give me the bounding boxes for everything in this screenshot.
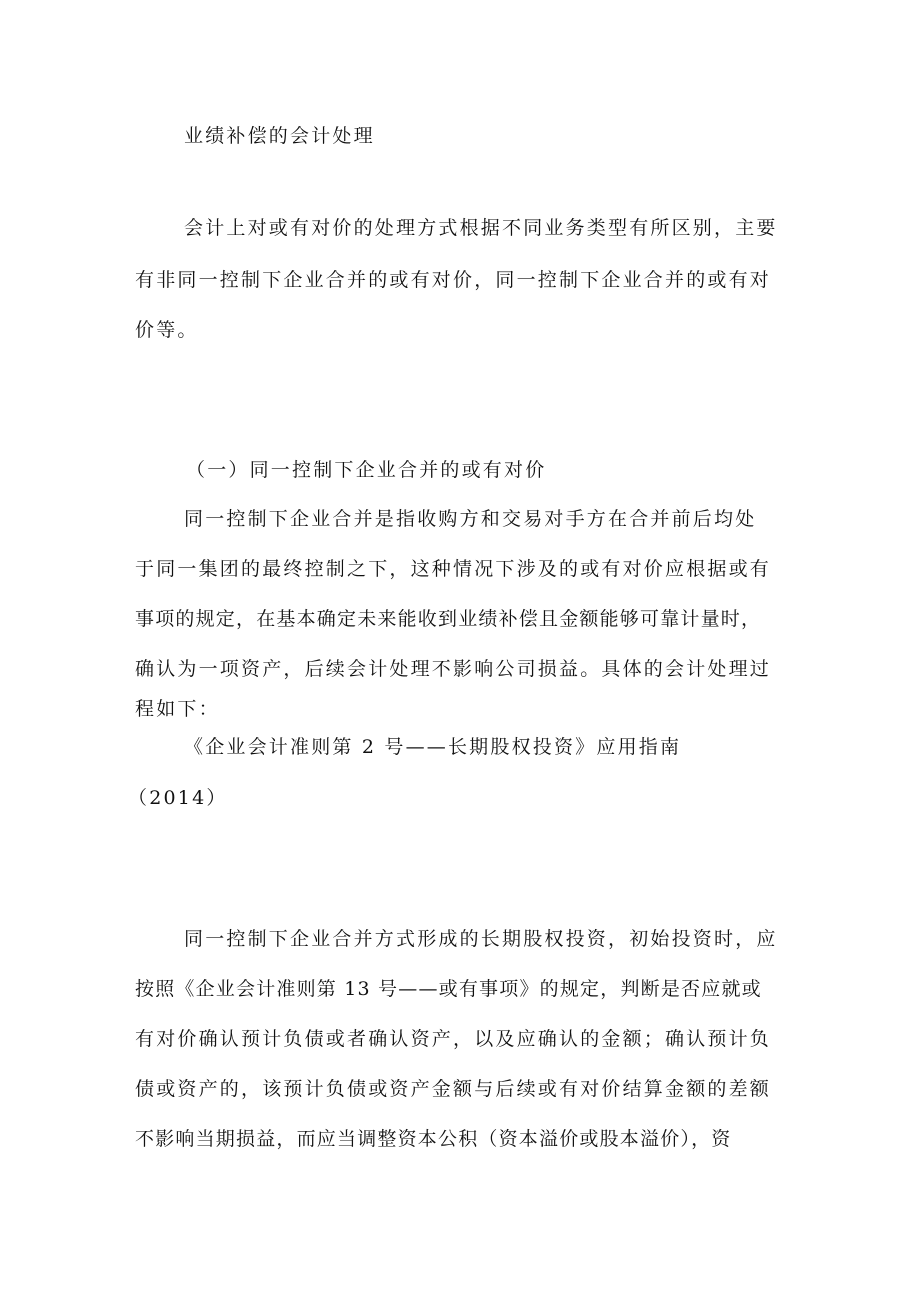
quote-line: 有对价确认预计负债或者确认资产，以及应确认的金额；确认预计负: [135, 1028, 772, 1050]
body-line: 于同一集团的最终控制之下，这种情况下涉及的或有对价应根据或有: [135, 558, 772, 580]
citation-year: （2014）: [128, 787, 228, 809]
section-heading: 业绩补偿的会计处理: [184, 125, 375, 147]
body-line: 程如下：: [135, 698, 220, 720]
intro-line: 会计上对或有对价的处理方式根据不同业务类型有所区别，主要: [184, 217, 778, 239]
quote-line: 同一控制下企业合并方式形成的长期股权投资，初始投资时，应: [184, 928, 778, 950]
body-line: 同一控制下企业合并是指收购方和交易对手方在合并前后均处: [184, 508, 757, 530]
quote-line: 债或资产的，该预计负债或资产金额与后续或有对价结算金额的差额: [135, 1078, 772, 1100]
body-line: 确认为一项资产，后续会计处理不影响公司损益。具体的会计处理过: [135, 658, 772, 680]
quote-line: 按照《企业会计准则第 13 号——或有事项》的规定，判断是否应就或: [135, 978, 762, 1000]
quote-line: 不影响当期损益，而应当调整资本公积（资本溢价或股本溢价），资: [135, 1128, 732, 1150]
intro-line: 价等。: [135, 319, 199, 341]
citation-title: 《企业会计准则第 2 号——长期股权投资》应用指南: [184, 736, 682, 758]
subsection-title: （一）同一控制下企业合并的或有对价: [186, 459, 547, 481]
body-line: 事项的规定，在基本确定未来能收到业绩补偿且金额能够可靠计量时，: [135, 608, 762, 630]
intro-line: 有非同一控制下企业合并的或有对价，同一控制下企业合并的或有对: [135, 269, 772, 291]
